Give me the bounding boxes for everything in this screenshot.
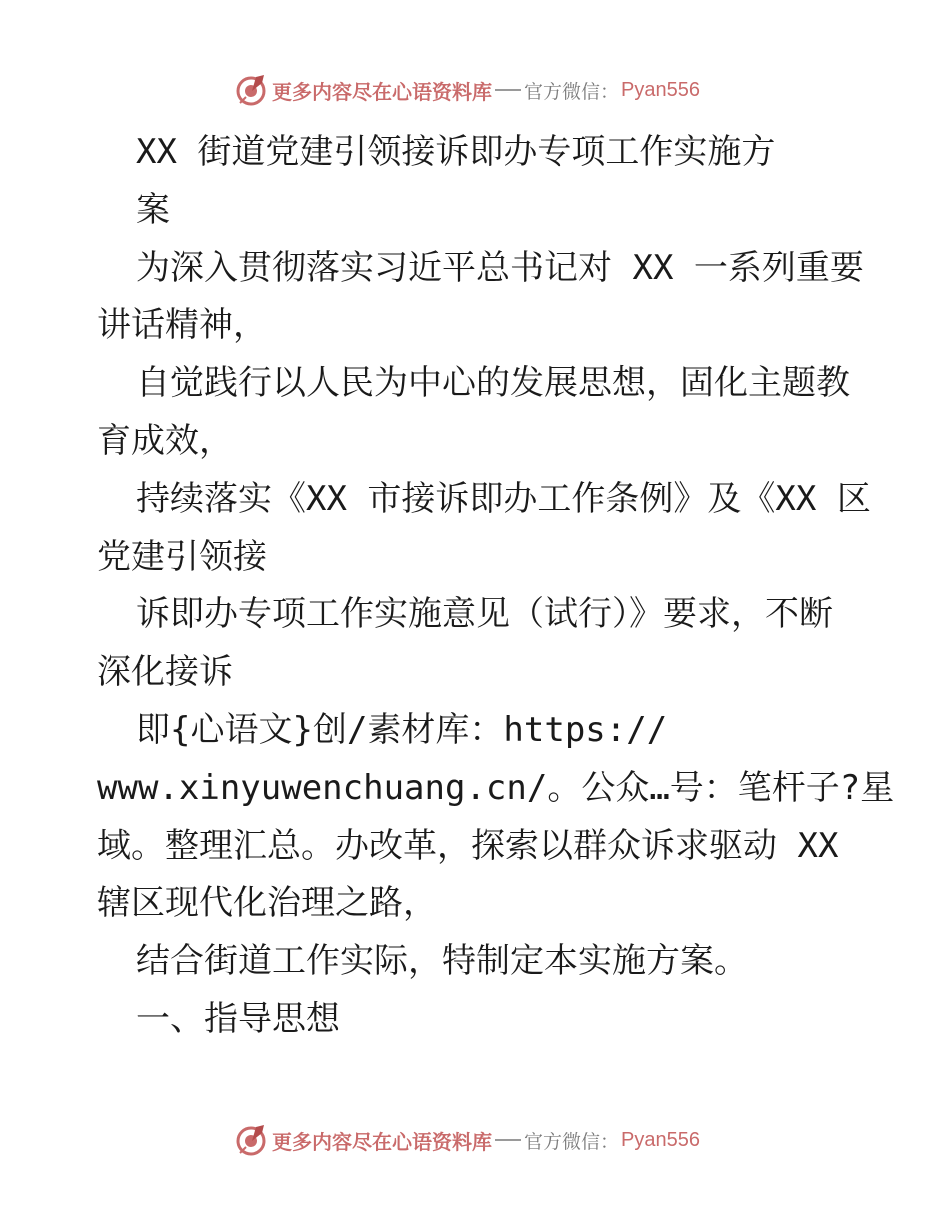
watermark-official-label: 官方微信： [524, 1130, 620, 1153]
watermark-wechat-id: Pyan556 [621, 78, 700, 101]
paragraph-line: 结合街道工作实际，特制定本实施方案。 [136, 941, 748, 982]
paragraph-line: 讲话精神， [97, 305, 267, 346]
watermark-brand: 更多内容尽在心语资料库 [272, 79, 492, 104]
watermark-dash [495, 89, 521, 91]
pen-logo-icon [234, 73, 268, 107]
paragraph-line: 域。整理汇总。办改革，探索以群众诉求驱动 XX [97, 825, 839, 866]
document-title: XX 街道党建引领接诉即办专项工作实施方 [136, 132, 776, 172]
paragraph-line: 辖区现代化治理之路， [97, 883, 437, 924]
watermark-official-label: 官方微信： [524, 80, 620, 103]
watermark-wechat-id: Pyan556 [621, 1128, 700, 1151]
document-body [97, 124, 895, 1049]
pen-logo-icon [234, 1123, 268, 1157]
paragraph-line: 党建引领接 [97, 536, 267, 577]
paragraph-line: 诉即办专项工作实施意见（试行）》要求，不断 [136, 594, 833, 635]
paragraph-line: 自觉践行以人民为中心的发展思想，固化主题教 [136, 363, 850, 404]
paragraph-line: 深化接诉 [97, 652, 233, 693]
watermark-brand: 更多内容尽在心语资料库 [272, 1129, 492, 1154]
watermark-dash [495, 1139, 521, 1141]
paragraph-line: 育成效， [97, 420, 233, 461]
document-title-continued: 案 [136, 189, 170, 230]
paragraph-line: 即{心语文}创/素材库：https:// [136, 709, 668, 750]
paragraph-line: 持续落实《XX 市接诉即办工作条例》及《XX 区 [136, 478, 871, 519]
section-heading: 一、指导思想 [136, 998, 340, 1039]
paragraph-line: www.xinyuwenchuang.cn/。公众…号：笔杆子?星 [97, 767, 895, 808]
header-watermark [234, 73, 700, 107]
paragraph-line: 为深入贯彻落实习近平总书记对 XX 一系列重要 [136, 247, 864, 288]
footer-watermark [234, 1123, 700, 1157]
